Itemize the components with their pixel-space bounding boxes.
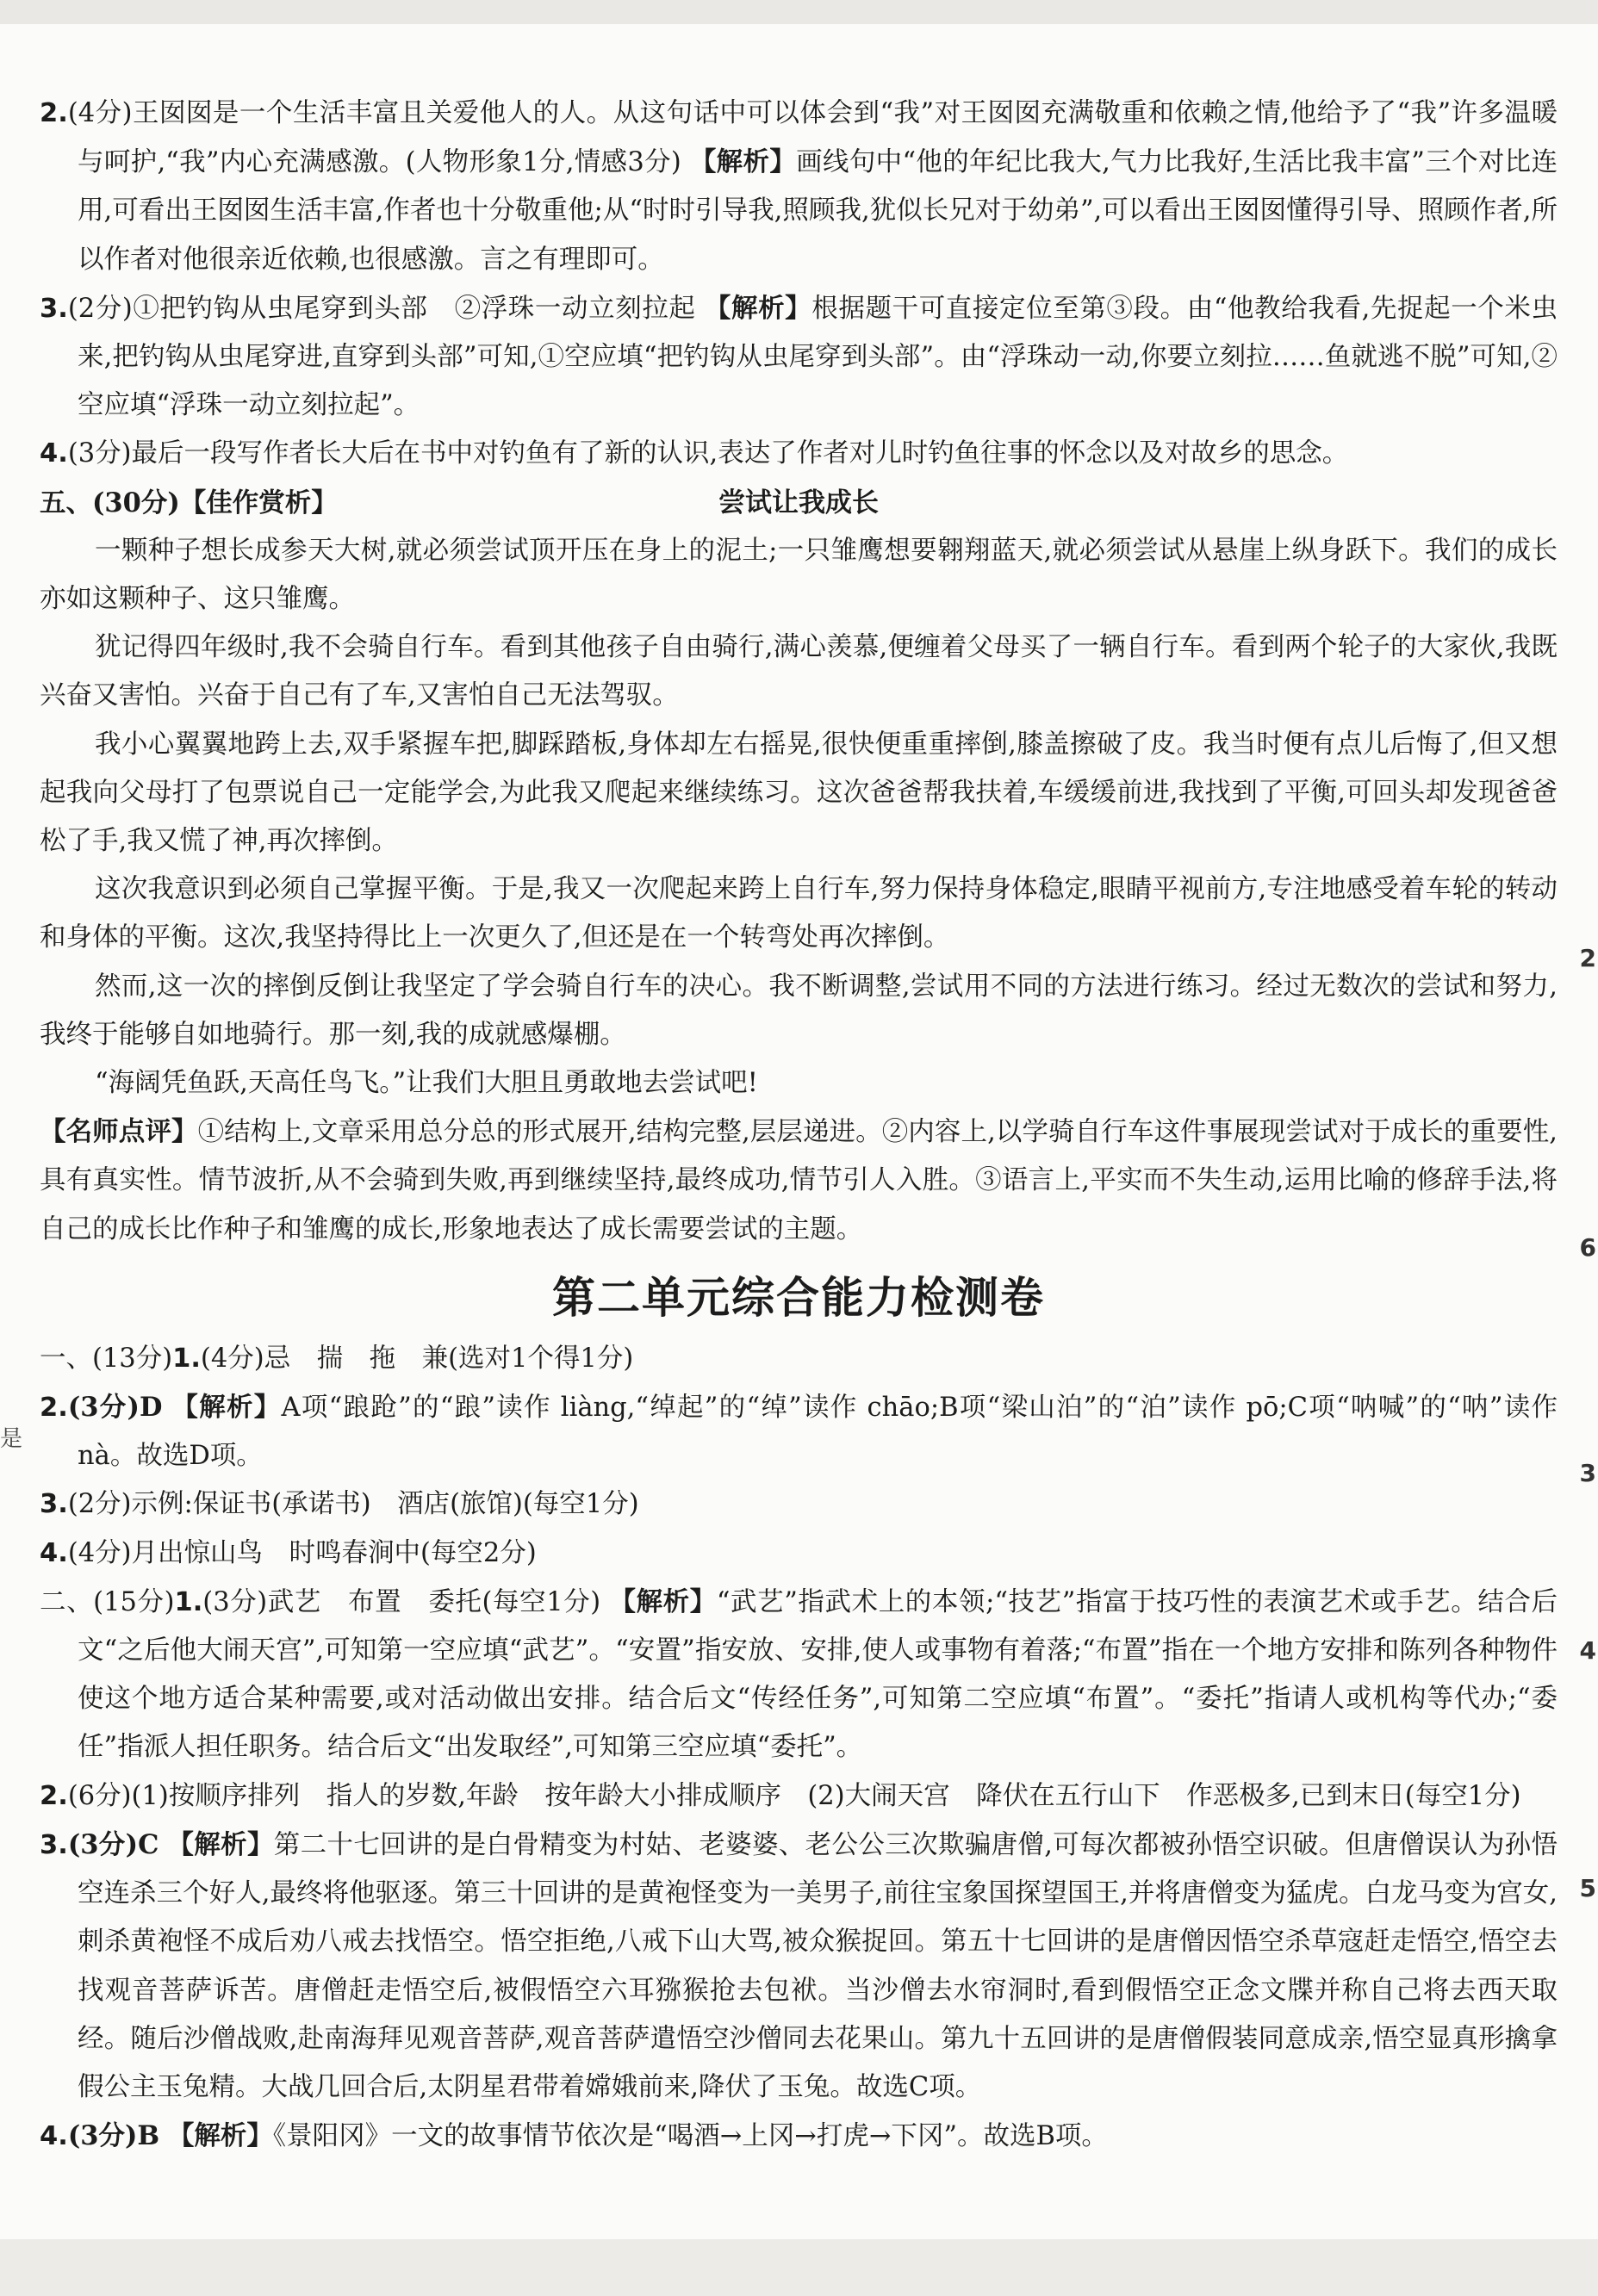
edge-margin-number: 2: [1579, 944, 1596, 972]
edge-margin-number: 3: [1579, 1459, 1596, 1487]
essay-paragraph: 我小心翼翼地跨上去,双手紧握车把,脚踩踏板,身体却左右摇晃,很快便重重摔倒,膝盖擦破了皮。我当时便有点儿后悔了,但又想起我向父母打了包票说自己一定能学会,为此我又爬起来继续练习。这次爸爸帮我扶着,车缓缓前进,我找到了平衡,可回头却发现爸爸松了手,我又慌了神,再次摔倒。: [40, 729, 1558, 857]
scan-bottom-band: [0, 2239, 1598, 2296]
unit-title: 第二单元综合能力检测卷: [552, 1272, 1045, 1323]
essay-paragraph: 一颗种子想长成参天大树,就必须尝试顶开压在身上的泥土;一只雏鹰想要翱翔蓝天,就必须尝试从悬崖上纵身跃下。我们的成长亦如这颗种子、这只雏鹰。: [40, 535, 1558, 615]
answer-content: [40, 90, 1558, 2161]
section-header: [40, 479, 1558, 527]
edge-margin-number: 4: [1579, 1636, 1596, 1665]
section-label: 五、(30分)【佳作赏析】: [40, 487, 338, 518]
essay-paragraph: “海阔凭鱼跃,天高任鸟飞。”让我们大胆且勇敢地去尝试吧!: [95, 1068, 758, 1099]
scan-top-band: [0, 0, 1598, 24]
answer-item: 2.(4分)王囡囡是一个生活丰富且关爱他人的人。从这句话中可以体会到“我”对王囡囡充满敬重和依赖之情,他给予了“我”许多温暖与呵护,“我”内心充满感激。(人物形象1分,情感3分) 【解析】画线句中“他的年纪比我大,气力比我好,生活比我丰富”三个对比连用,可看出王囡囡生活丰富,作者也十分敬重他;从“时时引导我,照顾我,犹似长兄对于幼弟”,可以看出王囡囡懂得引导、照顾作者,所以作者对他很亲近依赖,也很感激。言之有理即可。: [40, 98, 1558, 275]
answer-item: 4.(4分)月出惊山鸟 时鸣春涧中(每空2分): [40, 1537, 537, 1568]
answer-item: 4.(3分)B 【解析】《景阳冈》一文的故事情节依次是“喝酒→上冈→打虎→下冈”。故选B项。: [40, 2120, 1108, 2152]
edge-margin-number: 5: [1579, 1874, 1596, 1902]
edge-margin-number: 6: [1579, 1233, 1596, 1262]
essay-paragraph: 犹记得四年级时,我不会骑自行车。看到其他孩子自由骑行,满心羡慕,便缠着父母买了一辆自行车。看到两个轮子的大家伙,我既兴奋又害怕。兴奋于自己有了车,又害怕自己无法驾驭。: [40, 632, 1558, 711]
answer-item: 3.(2分)示例:保证书(承诺书) 酒店(旅馆)(每空1分): [40, 1489, 639, 1520]
answer-item: 3.(3分)C 【解析】第二十七回讲的是白骨精变为村姑、老婆婆、老公公三次欺骗唐僧,可每次都被孙悟空识破。但唐僧误认为孙悟空连杀三个好人,最终将他驱逐。第三十回讲的是黄袍怪变为一美男子,前往宝象国探望国王,并将唐僧变为猛虎。白龙马变为宫女,刺杀黄袍怪不成后劝八戒去找悟空。悟空拒绝,八戒下山大骂,被众猴捉回。第五十七回讲的是唐僧因悟空杀草寇赶走悟空,悟空去找观音菩萨诉苦。唐僧赶走悟空后,被假悟空六耳猕猴抢去包袱。当沙僧去水帘洞时,看到假悟空正念文牒并称自己将去西天取经。随后沙僧战败,赴南海拜见观音菩萨,观音菩萨遣悟空沙僧同去花果山。第九十五回讲的是唐僧假装同意成亲,悟空显真形擒拿假公主玉兔精。大战几回合后,太阴星君带着嫦娥前来,降伏了玉兔。故选C项。: [40, 1828, 1558, 2102]
answer-item: 4.(3分)最后一段写作者长大后在书中对钓鱼有了新的认识,表达了作者对儿时钓鱼往事的怀念以及对故乡的思念。: [40, 438, 1349, 469]
answer-item: 一、(13分)1.(4分)忌 揣 拖 兼(选对1个得1分): [40, 1343, 634, 1374]
edge-margin-char: 是: [0, 1426, 23, 1452]
answer-item: 2.(6分)(1)按顺序排列 指人的岁数,年龄 按年龄大小排成顺序 (2)大闹天宫 降伏在五行山下 作恶极多,已到末日(每空1分): [40, 1780, 1521, 1811]
teacher-comment: 【名师点评】①结构上,文章采用总分总的形式展开,结构完整,层层递进。②内容上,以学骑自行车这件事展现尝试对于成长的重要性,具有真实性。情节波折,从不会骑到失败,再到继续坚持,最终成功,情节引人入胜。③语言上,平实而不失生动,运用比喻的修辞手法,将自己的成长比作种子和雏鹰的成长,形象地表达了成长需要尝试的主题。: [40, 1116, 1558, 1244]
answer-item: 二、(15分)1.(3分)武艺 布置 委托(每空1分) 【解析】“武艺”指武术上的本领;“技艺”指富于技巧性的表演艺术或手艺。结合后文“之后他大闹天宫”,可知第一空应填“武艺”。“安置”指安放、安排,使人或事物有着落;“布置”指在一个地方安排和陈列各种物件使这个地方适合某种需要,或对活动做出安排。结合后文“传经任务”,可知第二空应填“布置”。“委托”指请人或机构等代办;“委任”指派人担任职务。结合后文“出发取经”,可知第三空应填“委托”。: [40, 1585, 1558, 1763]
essay-paragraph: 这次我意识到必须自己掌握平衡。于是,我又一次爬起来跨上自行车,努力保持身体稳定,眼睛平视前方,专注地感受着车轮的转动和身体的平衡。这次,我坚持得比上一次更久了,但还是在一个转弯处再次摔倒。: [40, 874, 1558, 953]
answer-item: 3.(2分)①把钓钩从虫尾穿到头部 ②浮珠一动立刻拉起 【解析】根据题干可直接定位至第③段。由“他教给我看,先捉起一个米虫来,把钓钩从虫尾穿进,直穿到头部”可知,①空应填“把钓钩从虫尾穿到头部”。由“浮珠动一动,你要立刻拉……鱼就逃不脱”可知,②空应填“浮珠一动立刻拉起”。: [40, 292, 1558, 421]
answer-item: 2.(3分)D 【解析】A项“踉跄”的“踉”读作 liàng,“绰起”的“绰”读作 chāo;B项“梁山泊”的“泊”读作 pō;C项“呐喊”的“呐”读作 nà。故选D项。: [40, 1392, 1558, 1472]
essay-paragraph: 然而,这一次的摔倒反倒让我坚定了学会骑自行车的决心。我不断调整,尝试用不同的方法进行练习。经过无数次的尝试和努力,我终于能够自如地骑行。那一刻,我的成就感爆棚。: [40, 971, 1558, 1050]
essay-title: 尝试让我成长: [718, 487, 879, 518]
